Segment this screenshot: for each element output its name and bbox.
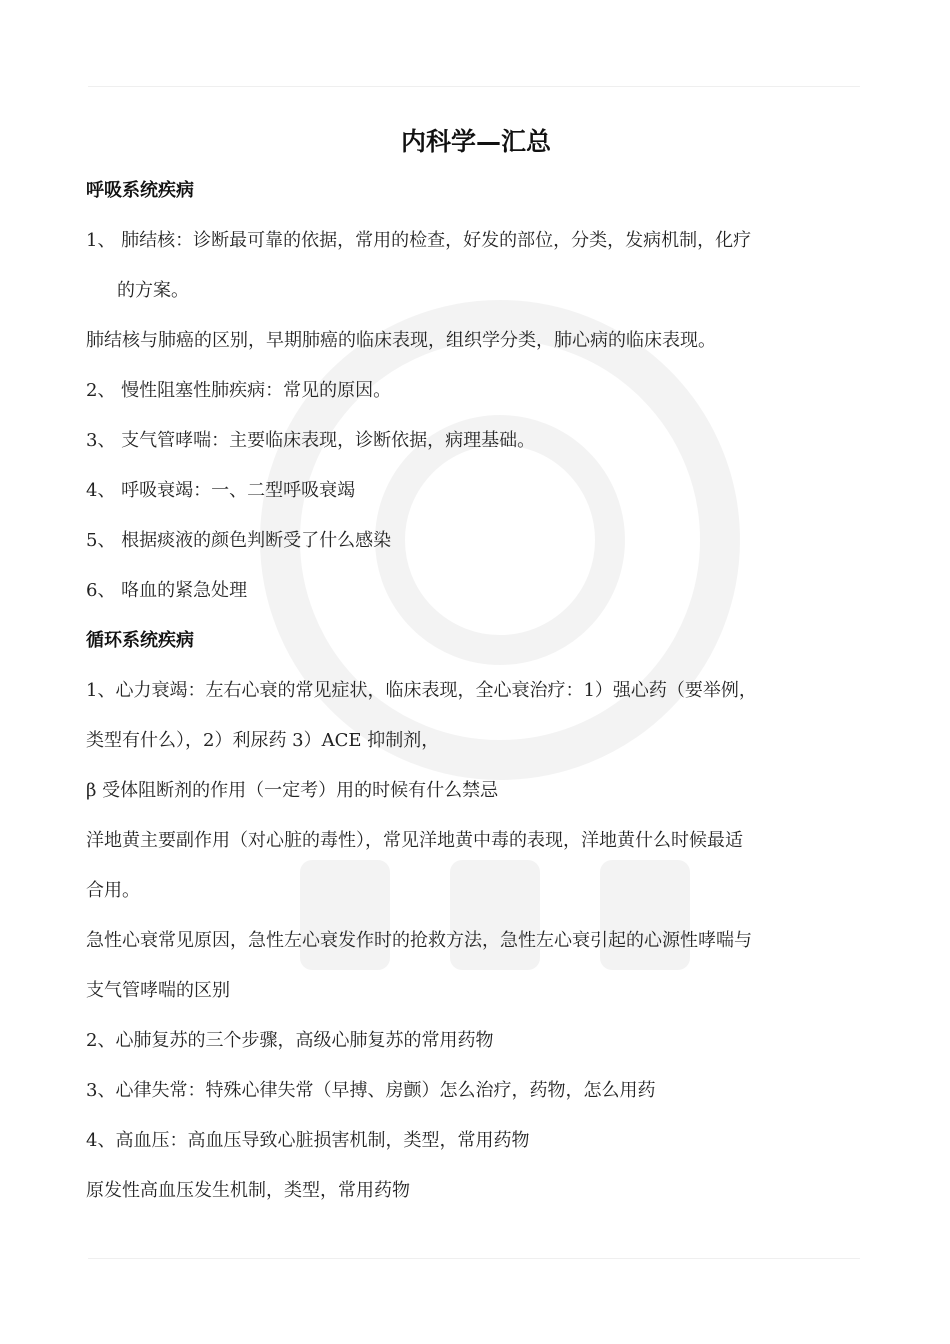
page-title: 内科学—汇总	[400, 127, 551, 156]
text-line: 3、心律失常：特殊心律失常（早搏、房颤）怎么治疗，药物，怎么用药	[86, 1080, 656, 1101]
text-line: 6、 咯血的紧急处理	[86, 580, 248, 601]
text-line: 3、 支气管哮喘：主要临床表现，诊断依据，病理基础。	[86, 430, 536, 451]
text-line: 5、 根据痰液的颜色判断受了什么感染	[86, 530, 392, 551]
text-line: 2、 慢性阻塞性肺疾病：常见的原因。	[86, 380, 392, 401]
text-line: 支气管哮喘的区别	[86, 980, 230, 1001]
text-line: 类型有什么），2）利尿药 3）ACE 抑制剂，	[86, 730, 440, 751]
text-line: 合用。	[86, 880, 140, 901]
text-line: 1、心力衰竭：左右心衰的常见症状，临床表现，全心衰治疗：1）强心药（要举例，	[86, 680, 757, 701]
text-line: 2、心肺复苏的三个步骤，高级心肺复苏的常用药物	[86, 1030, 494, 1051]
text-line: 4、 呼吸衰竭：一、二型呼吸衰竭	[86, 480, 356, 501]
text-line: 洋地黄主要副作用（对心脏的毒性），常见洋地黄中毒的表现，洋地黄什么时候最适	[86, 830, 743, 851]
footer-rule	[88, 1258, 860, 1259]
section-heading-circulatory: 循环系统疾病	[86, 630, 194, 651]
text-line: 的方案。	[117, 280, 189, 301]
document-body	[86, 118, 866, 1216]
header-rule	[88, 86, 860, 87]
text-line: 肺结核与肺癌的区别，早期肺癌的临床表现，组织学分类，肺心病的临床表现。	[86, 330, 716, 351]
text-line: β 受体阻断剂的作用（一定考）用的时候有什么禁忌	[86, 780, 499, 801]
section-heading-respiratory: 呼吸系统疾病	[86, 180, 194, 201]
text-line: 原发性高血压发生机制，类型，常用药物	[86, 1180, 410, 1201]
text-line: 4、高血压：高血压导致心脏损害机制，类型，常用药物	[86, 1130, 530, 1151]
text-line: 急性心衰常见原因，急性左心衰发作时的抢救方法，急性左心衰引起的心源性哮喘与	[86, 930, 752, 951]
text-line: 1、 肺结核：诊断最可靠的依据，常用的检查，好发的部位，分类，发病机制，化疗	[86, 230, 752, 251]
